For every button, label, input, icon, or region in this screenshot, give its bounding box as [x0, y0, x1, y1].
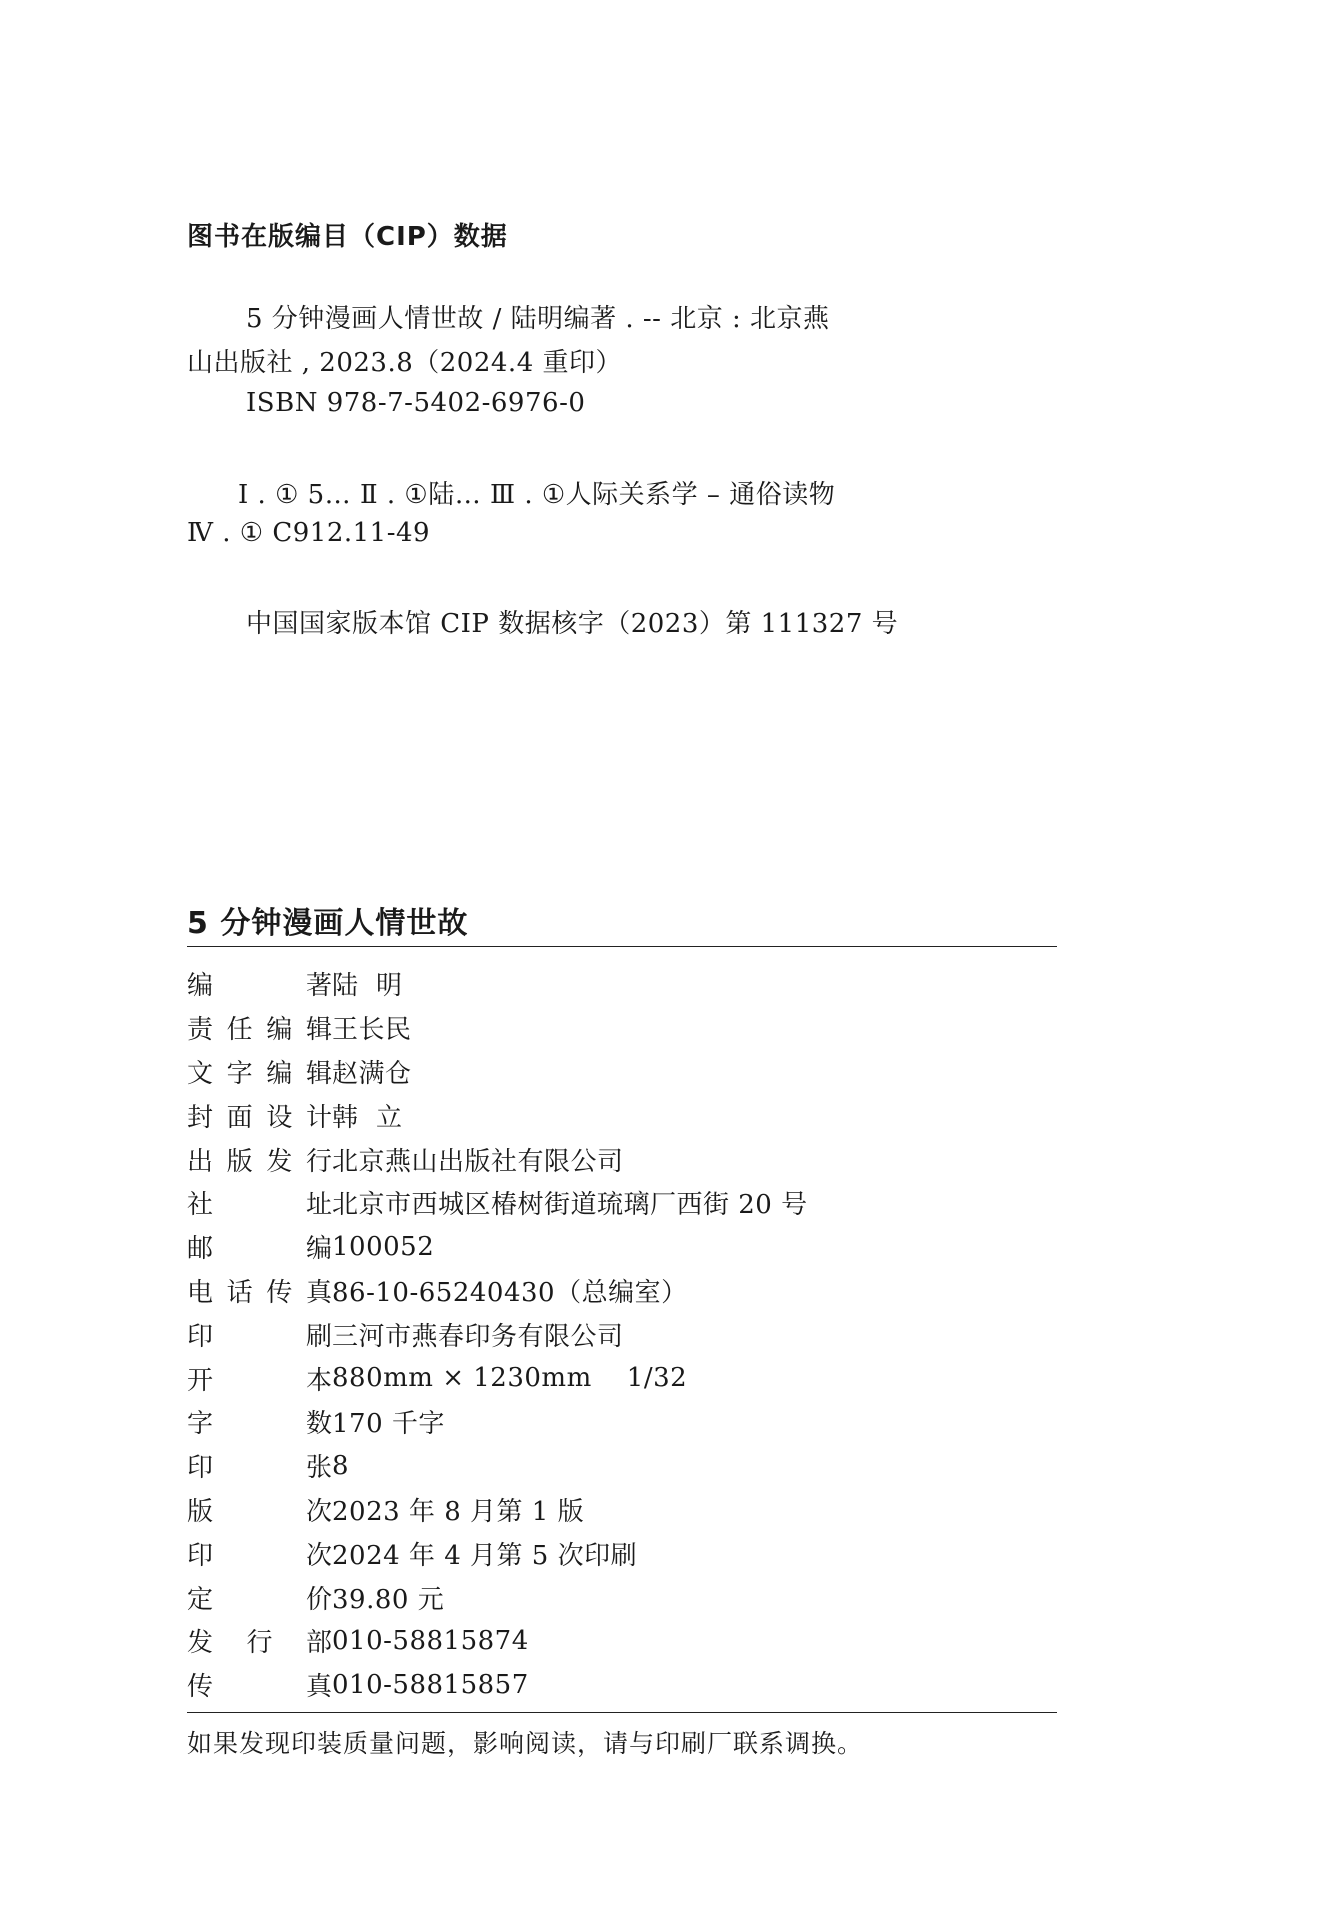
info-label-char: 编	[266, 1058, 293, 1089]
info-value: 010-58815874	[332, 1625, 529, 1656]
info-value: 王长民	[332, 1015, 412, 1046]
info-label-char: 责	[187, 1015, 214, 1046]
info-value: 2023 年 8 月第 1 版	[332, 1496, 585, 1527]
info-label	[187, 1447, 332, 1484]
info-label-char: 部	[305, 1628, 332, 1659]
info-row	[187, 1488, 1057, 1532]
info-label	[187, 1579, 332, 1616]
info-label-char: 次	[305, 1540, 332, 1571]
info-label-char: 行	[246, 1628, 273, 1659]
info-value: 韩 立	[332, 1102, 403, 1133]
info-label	[187, 1009, 332, 1046]
info-label-char: 编	[266, 1015, 293, 1046]
publication-info-table	[187, 962, 1057, 1707]
info-row	[187, 1269, 1057, 1313]
info-label-char: 字	[226, 1058, 253, 1089]
cip-subject-line-2: Ⅳ . ① C912.11-49	[187, 518, 431, 548]
info-label-char: 真	[305, 1277, 332, 1308]
info-label-char: 出	[187, 1146, 214, 1177]
info-row	[187, 962, 1057, 1006]
info-label-char: 辑	[305, 1058, 332, 1089]
info-row	[187, 1137, 1057, 1181]
info-label-char: 编	[187, 971, 214, 1002]
info-label-char: 次	[305, 1496, 332, 1527]
info-label-char: 面	[226, 1102, 253, 1133]
info-value: 赵满仓	[332, 1058, 412, 1089]
info-row	[187, 1400, 1057, 1444]
info-label-char: 设	[266, 1102, 293, 1133]
info-row	[187, 1093, 1057, 1137]
info-row	[187, 1531, 1057, 1575]
info-value: 880mm × 1230mm 1/32	[332, 1363, 688, 1394]
info-label-char: 印	[187, 1321, 214, 1352]
info-label	[187, 1316, 332, 1353]
info-row	[187, 1181, 1057, 1225]
info-label	[187, 1097, 332, 1134]
cip-entry-line-1: 5 分钟漫画人情世故 / 陆明编著 . -- 北京 : 北京燕	[246, 304, 830, 334]
info-label-char: 址	[305, 1190, 332, 1221]
info-label-char: 著	[305, 971, 332, 1002]
info-label-char: 张	[305, 1453, 332, 1484]
info-value: 2024 年 4 月第 5 次印刷	[332, 1540, 638, 1571]
cip-entry-line-2: 山出版社 , 2023.8（2024.4 重印）	[187, 348, 623, 378]
info-label-char: 封	[187, 1102, 214, 1133]
info-row	[187, 1444, 1057, 1488]
info-value: 39.80 元	[332, 1584, 445, 1615]
info-label-char: 印	[187, 1540, 214, 1571]
info-label-char: 传	[187, 1672, 214, 1703]
info-row	[187, 1225, 1057, 1269]
cip-subject-line-1: Ⅰ . ① 5… Ⅱ . ①陆… Ⅲ . ①人际关系学 – 通俗读物	[238, 480, 836, 510]
info-row	[187, 1312, 1057, 1356]
quality-notice: 如果发现印装质量问题，影响阅读，请与印刷厂联系调换。	[187, 1729, 864, 1758]
info-label-char: 真	[305, 1672, 332, 1703]
info-label	[187, 1360, 332, 1397]
info-label-char: 数	[305, 1409, 332, 1440]
info-value: 三河市燕春印务有限公司	[332, 1321, 624, 1352]
divider-top	[187, 946, 1057, 947]
cip-verification-number: 中国国家版本馆 CIP 数据核字（2023）第 111327 号	[246, 609, 899, 639]
info-value: 8	[332, 1450, 350, 1481]
info-label	[187, 1491, 332, 1528]
info-label-char: 字	[187, 1409, 214, 1440]
info-label-char: 计	[305, 1102, 332, 1133]
info-label-char: 编	[305, 1234, 332, 1265]
info-value: 86-10-65240430（总编室）	[332, 1277, 688, 1308]
info-row	[187, 1575, 1057, 1619]
info-label-char: 印	[187, 1453, 214, 1484]
info-label-char: 发	[266, 1146, 293, 1177]
info-label-char: 开	[187, 1365, 214, 1396]
info-label	[187, 1622, 332, 1659]
cip-heading: 图书在版编目（CIP）数据	[187, 222, 508, 252]
info-label	[187, 1272, 332, 1309]
info-row	[187, 1356, 1057, 1400]
info-label-char: 版	[187, 1496, 214, 1527]
info-label-char: 刷	[305, 1321, 332, 1352]
info-value: 010-58815857	[332, 1669, 529, 1700]
info-value: 北京市西城区椿树街道琉璃厂西街 20 号	[332, 1190, 808, 1221]
info-label-char: 本	[305, 1365, 332, 1396]
info-label-char: 任	[226, 1015, 253, 1046]
info-label	[187, 1403, 332, 1440]
info-label-char: 发	[187, 1628, 214, 1659]
info-label	[187, 1053, 332, 1090]
info-value: 170 千字	[332, 1409, 445, 1440]
info-label-char: 文	[187, 1058, 214, 1089]
info-label-char: 电	[187, 1277, 214, 1308]
info-row	[187, 1619, 1057, 1663]
info-label-char: 话	[226, 1277, 253, 1308]
info-value: 陆 明	[332, 971, 403, 1002]
cip-isbn: ISBN 978-7-5402-6976-0	[246, 388, 586, 418]
info-label-char: 社	[187, 1190, 214, 1221]
info-label-char: 行	[305, 1146, 332, 1177]
info-label-char: 版	[226, 1146, 253, 1177]
info-row	[187, 1050, 1057, 1094]
info-label	[187, 1184, 332, 1221]
info-label-char: 邮	[187, 1234, 214, 1265]
divider-bottom	[187, 1712, 1057, 1713]
info-value: 北京燕山出版社有限公司	[332, 1146, 624, 1177]
info-row	[187, 1006, 1057, 1050]
info-label	[187, 1141, 332, 1178]
info-label-char: 传	[266, 1277, 293, 1308]
info-label	[187, 965, 332, 1002]
info-label	[187, 1666, 332, 1703]
info-label-char: 定	[187, 1584, 214, 1615]
info-label	[187, 1228, 332, 1265]
info-value: 100052	[332, 1231, 435, 1262]
info-row	[187, 1663, 1057, 1707]
info-label-char: 辑	[305, 1015, 332, 1046]
info-label-char: 价	[305, 1584, 332, 1615]
book-title: 5 分钟漫画人情世故	[187, 906, 469, 941]
info-label	[187, 1535, 332, 1572]
